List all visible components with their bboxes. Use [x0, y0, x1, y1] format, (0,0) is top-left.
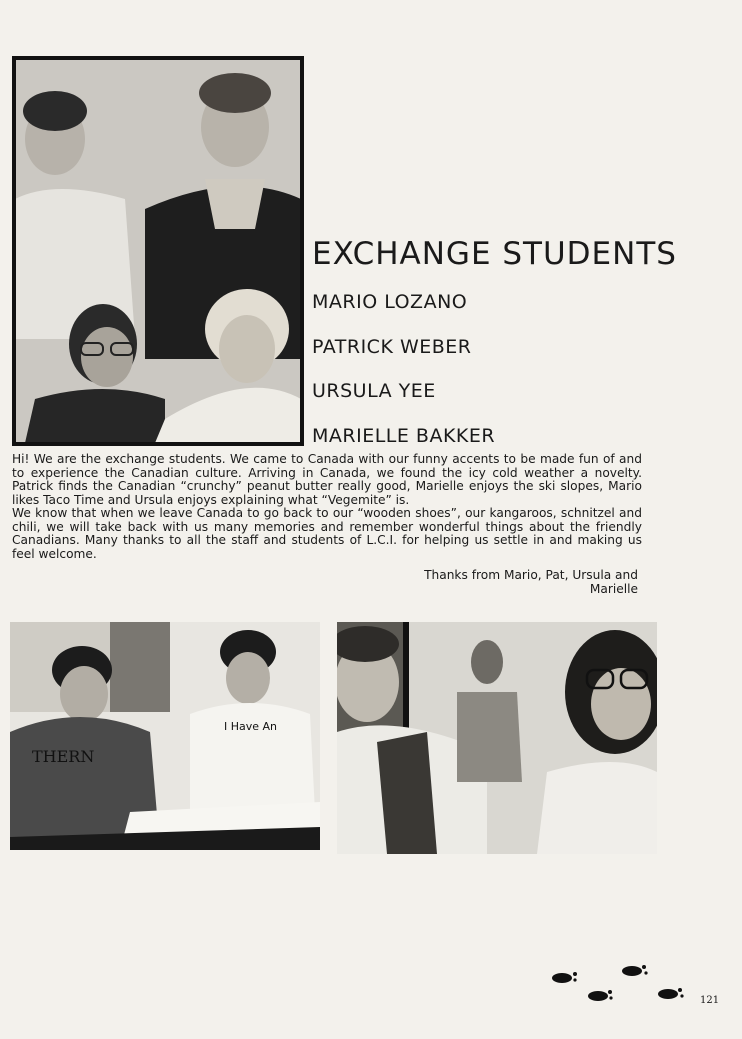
sweater-text: THERN	[32, 747, 95, 766]
student-name-marielle: MARIELLE BAKKER	[312, 425, 496, 447]
footprints-icon	[548, 962, 698, 1010]
student-name-patrick: PATRICK WEBER	[312, 336, 472, 358]
student-name-mario: MARIO LOZANO	[312, 291, 468, 313]
student-name-ursula: URSULA YEE	[312, 380, 436, 402]
closing-signature	[390, 568, 638, 596]
page-title: EXCHANGE STUDENTS	[312, 236, 677, 272]
body-paragraph: We know that when we leave Canada to go back to our “wooden shoes”, our kangaroos, schnitzel and chili, we will take back with us many memories and remember wonderful things about the friendly Canadians. Many thanks to all the staff and students of L.C.I. for helping us settle in and making us feel welcome.	[12, 506, 642, 561]
body-text	[12, 453, 642, 561]
closing-line: Thanks from Mario, Pat, Ursula and	[424, 568, 638, 582]
closing-line: Marielle	[589, 582, 638, 596]
students-at-desk-photo	[10, 622, 320, 850]
laughing-students-photo	[337, 622, 657, 854]
group-photo	[12, 56, 304, 446]
tshirt-text: I Have An	[224, 720, 278, 733]
page-number: 121	[700, 995, 720, 1006]
body-paragraph: Hi! We are the exchange students. We came to Canada with our funny accents to be made fun of and to experience the Canadian culture. Arriving in Canada, we found the icy cold weather a novelty. Patrick finds the Canadian “crunchy” peanut butter really good, Marielle enjoys the ski slopes, Mario likes Taco Time and Ursula enjoys explaining what “Vegemite” is.	[12, 452, 642, 507]
